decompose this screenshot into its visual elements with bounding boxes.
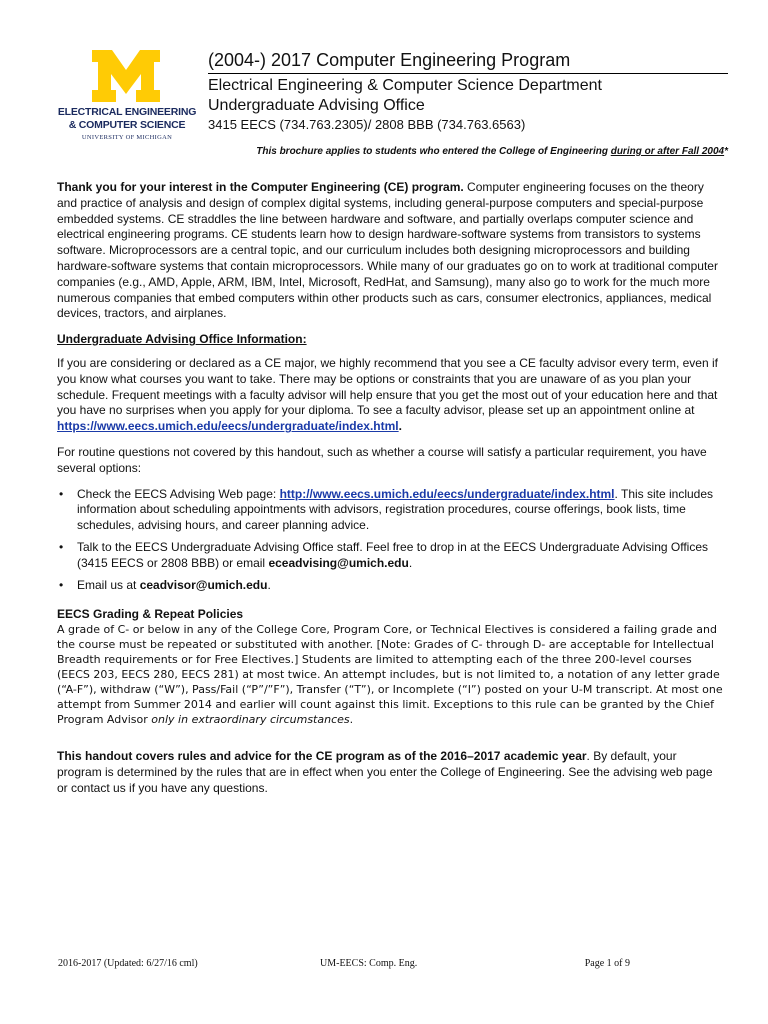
handout-paragraph — [57, 749, 723, 796]
applies-text: This brochure applies to students who entered the College of Engineering — [256, 146, 611, 157]
list-item — [57, 487, 723, 534]
logo-line-2: & COMPUTER SCIENCE — [68, 119, 186, 131]
ceadvisor-email[interactable]: ceadvisor@umich.edu — [139, 577, 268, 592]
program-title: (2004-) 2017 Computer Engineering Program — [208, 50, 571, 70]
intro-lead: Thank you for your interest in the Computer Engineering (CE) program. — [57, 180, 464, 194]
bullet1-rest: . This site includes information about scheduling appointments with advisors, registration procedures, course offerings, book lists, time schedules, advising hours, and career planning advice. — [77, 486, 714, 533]
handout-text: . By default, your program is determined by the rules that are in effect when you enter the College of Engineering. See the advising web page or contact us if you have any questions. — [57, 749, 713, 795]
bullet-icon: • — [59, 577, 64, 592]
grading-section — [57, 607, 723, 727]
bullet2-end: . — [408, 555, 413, 570]
eceadvising-email[interactable]: eceadvising@umich.edu — [268, 555, 409, 570]
eecs-logo — [52, 50, 202, 145]
grading-text — [57, 622, 723, 727]
grading-italic: only in extraordinary circumstances — [151, 713, 350, 727]
bullet-icon: • — [59, 486, 64, 501]
logo-line-3: UNIVERSITY OF MICHIGAN — [81, 134, 173, 141]
list-item — [57, 540, 723, 572]
page-number: Page 1 of 9 — [584, 958, 630, 969]
advising-web-link[interactable]: http://www.eecs.umich.edu/eecs/undergraduate/index.html — [279, 486, 615, 501]
advising-heading: Undergraduate Advising Office Information: — [57, 332, 307, 347]
bullet3-end: . — [267, 577, 271, 592]
block-m-logo-icon — [92, 50, 160, 102]
grading-body: A grade of C- or below in any of the College Core, Program Core, or Technical Electives is considered a failing grade and the course must be repeated or substituted with another. [Note: Grades of C- through D- are acceptable for Intellectual Breadth requirements or for Free Electives.] Students are limited to attempting each of the three 200-level courses (EECS 203, EECS 280, EECS 281) at most twice. An attempt includes, but is not limited to, a notation of any letter grade (“A-F”), withdraw (“W”), Pass/Fail (“P”/”F”), Transfer (“T”), or Incomplete (“I”) posted on your U-M transcript. At most one attempt from Summer 2014 and earlier will count against this limit. Exceptions to this rule can be granted by the Chief Program Advisor — [57, 623, 723, 727]
intro-paragraph — [57, 180, 723, 322]
bullet2-text: Talk to the EECS Undergraduate Advising Office staff. Feel free to drop in at the EECS Undergraduate Advising Offices (3415 EECS or 2808 BBB) or email — [77, 539, 709, 570]
document-header — [208, 49, 748, 133]
advising-text: If you are considering or declared as a CE major, we highly recommend that you see a CE faculty advisor every term, even if you know what courses you want to take. There may be options or constraints that you are unaware of as you plan your schedule. Frequent meetings with a faculty advisor will help ensure that you get the most out of your education here and that you have no surprises when you apply for your diploma. To see a faculty advisor, please set up an appointment online at — [57, 355, 718, 418]
applies-underlined: during or after Fall 2004 — [610, 146, 725, 157]
applicability-note — [60, 146, 728, 157]
bullet-icon: • — [59, 539, 64, 554]
advising-paragraph — [57, 356, 723, 435]
bullet3-text: Email us at — [77, 577, 140, 592]
grading-heading: EECS Grading & Repeat Policies — [57, 607, 244, 622]
handout-lead: This handout covers rules and advice for the CE program as of the 2016–2017 academic year — [57, 749, 587, 764]
applies-asterisk: * — [724, 146, 728, 157]
office-contact: 3415 EECS (734.763.2305)/ 2808 BBB (734.763.6563) — [208, 117, 526, 132]
intro-text: Computer engineering focuses on the theory and practice of analysis and design of complex digital systems, including general-purpose computers and special-purpose embedded systems. CE straddles the line between hardware and software, and partially overlaps computer science and electrical engineering programs. CE students learn how to design hardware-software systems from transistors to systems software. Microprocessors are a central topic, and our curriculum includes both designing microprocessors and building hardware-software systems that contain microprocessors. While many of our graduates go on to work at traditional computer companies (e.g., AMD, Apple, ARM, IBM, Intel, Microsoft, RedHat, and Samsung), many also go to work for the much more numerous companies that embed computers within other products such as cars, consumer electronics, appliances, medical devices, tractors, and airplanes. — [57, 180, 718, 321]
footer-updated: 2016-2017 (Updated: 6/27/16 cml) — [58, 958, 198, 969]
advising-appointment-link[interactable]: https://www.eecs.umich.edu/eecs/undergraduate/index.html — [57, 419, 399, 434]
options-list — [57, 487, 723, 594]
list-item — [57, 578, 723, 594]
department-name: Electrical Engineering & Computer Science Department — [208, 77, 602, 94]
routine-questions-paragraph: For routine questions not covered by this handout, such as whether a course will satisfy a particular requirement, you have several options: — [57, 444, 707, 475]
logo-line-1: ELECTRICAL ENGINEERING — [57, 106, 197, 118]
grading-end: . — [349, 713, 354, 727]
advising-period: . — [398, 419, 402, 434]
document-body — [57, 180, 723, 807]
bullet1-text: Check the EECS Advising Web page: — [77, 486, 280, 501]
office-name: Undergraduate Advising Office — [208, 97, 425, 114]
header-divider — [208, 73, 728, 74]
footer-title: UM-EECS: Comp. Eng. — [320, 958, 418, 969]
